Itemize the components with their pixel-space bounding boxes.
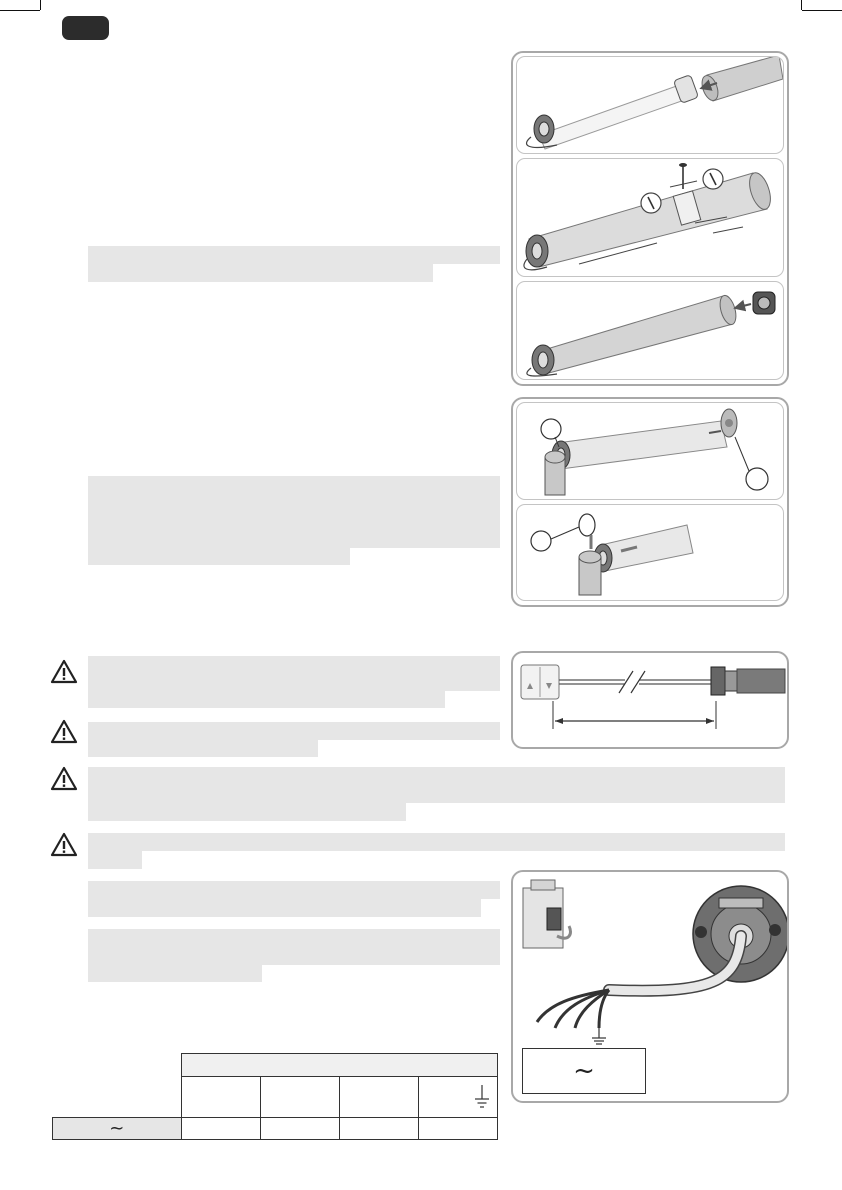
- figure-step-clip-motor: [516, 504, 784, 601]
- text-band: [88, 851, 142, 869]
- text-band: [88, 264, 433, 282]
- ac-legend-box: [522, 1048, 646, 1094]
- language-badge: [62, 16, 109, 40]
- text-band: [88, 656, 500, 691]
- text-band: [88, 899, 481, 917]
- crop-mark: [801, 0, 802, 10]
- table-cell: [339, 1118, 418, 1140]
- text-band: [88, 929, 500, 965]
- table-column-header: [339, 1077, 418, 1118]
- text-band: [88, 722, 500, 740]
- table-header: [181, 1054, 497, 1077]
- warning-icon: [50, 659, 78, 685]
- figure-step-engage-idler: [516, 402, 784, 500]
- ground-symbol: [475, 1085, 489, 1109]
- text-band: [88, 246, 500, 264]
- crop-mark: [0, 10, 40, 11]
- ac-symbol: ~: [573, 1056, 595, 1086]
- warning-icon: [50, 766, 78, 792]
- text-band: [88, 965, 262, 982]
- figure-bracket-mounting: [511, 397, 789, 607]
- table-empty-corner: [53, 1077, 182, 1118]
- table-cell: [260, 1118, 339, 1140]
- text-band: [88, 740, 318, 757]
- table-empty-corner: [53, 1054, 182, 1077]
- text-band: [88, 767, 785, 803]
- text-band: [88, 691, 445, 708]
- table-column-header: [181, 1077, 260, 1118]
- text-band: [88, 803, 406, 821]
- table-column-header-ground: [418, 1077, 497, 1118]
- warning-icon: [50, 719, 78, 745]
- figure-motor-insertion: [511, 51, 789, 386]
- table-cell: [181, 1118, 260, 1140]
- warning-icon: [50, 832, 78, 858]
- table-row-label-ac: [53, 1118, 182, 1140]
- wiring-table: [52, 1053, 498, 1140]
- figure-step-end-cap: [516, 281, 784, 380]
- figure-step-fix-tube: [516, 158, 784, 277]
- figure-step-insert-motor: [516, 56, 784, 154]
- text-band: [88, 833, 785, 851]
- table-column-header: [260, 1077, 339, 1118]
- text-band: [88, 476, 500, 548]
- crop-mark: [40, 0, 41, 10]
- text-band: [88, 881, 500, 899]
- figure-cable-length: [511, 651, 789, 749]
- crop-mark: [802, 10, 842, 11]
- table-cell: [418, 1118, 497, 1140]
- text-band: [88, 548, 350, 565]
- ac-symbol: ~: [109, 1118, 125, 1139]
